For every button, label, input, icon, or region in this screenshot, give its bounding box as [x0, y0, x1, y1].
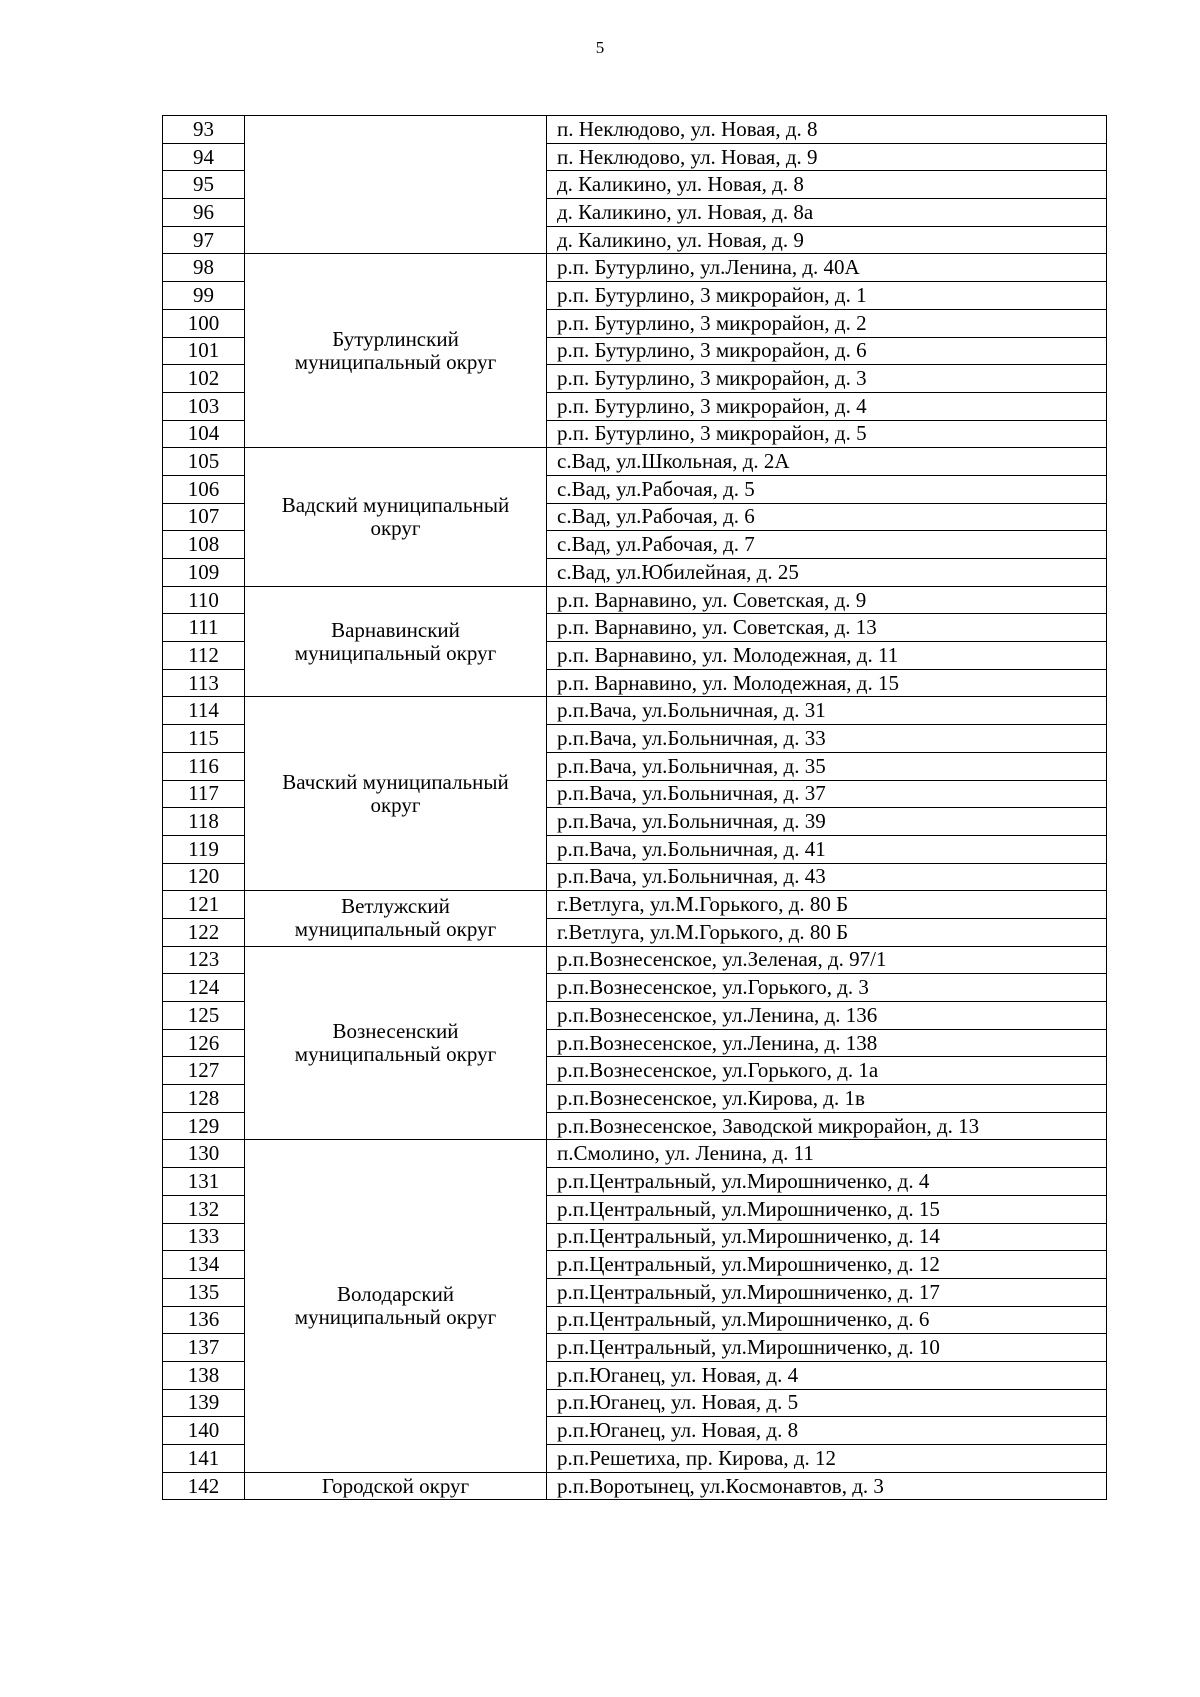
address-cell: р.п.Центральный, ул.Мирошниченко, д. 6 [547, 1306, 1107, 1334]
row-number: 109 [163, 559, 245, 587]
district-name-line: округ [370, 792, 421, 817]
address-cell: г.Ветлуга, ул.М.Горького, д. 80 Б [547, 891, 1107, 919]
row-number: 118 [163, 808, 245, 836]
row-number: 107 [163, 503, 245, 531]
row-number: 141 [163, 1445, 245, 1473]
district-name-line: Вознесенский [332, 1019, 459, 1044]
address-cell: с.Вад, ул.Школьная, д. 2А [547, 448, 1107, 476]
district-name-line: Городской округ [321, 1473, 470, 1498]
row-number: 137 [163, 1334, 245, 1362]
address-cell: д. Каликино, ул. Новая, д. 8 [547, 171, 1107, 199]
row-number: 122 [163, 918, 245, 946]
address-cell: р.п.Центральный, ул.Мирошниченко, д. 4 [547, 1168, 1107, 1196]
address-cell: р.п.Вознесенское, ул.Горького, д. 1а [547, 1057, 1107, 1085]
row-number: 114 [163, 697, 245, 725]
row-number: 139 [163, 1389, 245, 1417]
address-cell: г.Ветлуга, ул.М.Горького, д. 80 Б [547, 918, 1107, 946]
row-number: 120 [163, 863, 245, 891]
address-cell: р.п. Бутурлино, 3 микрорайон, д. 2 [547, 309, 1107, 337]
table-row [163, 697, 1107, 725]
row-number: 110 [163, 586, 245, 614]
address-cell: р.п.Вознесенское, ул.Зеленая, д. 97/1 [547, 946, 1107, 974]
row-number: 142 [163, 1472, 245, 1500]
district-cell [245, 1140, 547, 1472]
row-number: 124 [163, 974, 245, 1002]
row-number: 132 [163, 1195, 245, 1223]
address-cell: р.п. Бутурлино, ул.Ленина, д. 40А [547, 254, 1107, 282]
row-number: 117 [163, 780, 245, 808]
address-cell: р.п. Бутурлино, 3 микрорайон, д. 5 [547, 420, 1107, 448]
address-cell: р.п.Центральный, ул.Мирошниченко, д. 15 [547, 1195, 1107, 1223]
address-cell: п. Неклюдово, ул. Новая, д. 9 [547, 143, 1107, 171]
district-cell [245, 1472, 547, 1500]
address-cell: р.п.Вознесенское, ул.Горького, д. 3 [547, 974, 1107, 1002]
address-cell: р.п.Вознесенское, ул.Ленина, д. 138 [547, 1029, 1107, 1057]
row-number: 115 [163, 725, 245, 753]
page-number: 5 [595, 38, 605, 57]
table-row [163, 448, 1107, 476]
table-row [163, 891, 1107, 919]
row-number: 126 [163, 1029, 245, 1057]
row-number: 94 [163, 143, 245, 171]
row-number: 112 [163, 642, 245, 670]
district-name-line: Варнавинский [331, 617, 460, 642]
address-cell: р.п.Вача, ул.Больничная, д. 35 [547, 752, 1107, 780]
row-number: 116 [163, 752, 245, 780]
district-cell [245, 586, 547, 697]
district-name-line: муниципальный округ [294, 917, 497, 942]
address-cell: с.Вад, ул.Рабочая, д. 5 [547, 475, 1107, 503]
address-cell: р.п.Юганец, ул. Новая, д. 8 [547, 1417, 1107, 1445]
address-cell: д. Каликино, ул. Новая, д. 9 [547, 226, 1107, 254]
table-row [163, 1140, 1107, 1168]
address-cell: с.Вад, ул.Рабочая, д. 6 [547, 503, 1107, 531]
district-cell [245, 891, 547, 946]
address-table-body [163, 116, 1107, 1500]
address-cell: р.п. Бутурлино, 3 микрорайон, д. 4 [547, 392, 1107, 420]
district-cell [245, 946, 547, 1140]
row-number: 134 [163, 1251, 245, 1279]
row-number: 131 [163, 1168, 245, 1196]
row-number: 104 [163, 420, 245, 448]
row-number: 119 [163, 835, 245, 863]
address-cell: р.п. Бутурлино, 3 микрорайон, д. 1 [547, 282, 1107, 310]
address-cell: р.п.Вача, ул.Больничная, д. 39 [547, 808, 1107, 836]
address-table [162, 115, 1107, 1500]
district-name-line: муниципальный округ [294, 349, 497, 374]
address-cell: р.п.Вача, ул.Больничная, д. 41 [547, 835, 1107, 863]
address-cell: р.п.Вача, ул.Больничная, д. 31 [547, 697, 1107, 725]
district-cell [245, 116, 547, 254]
row-number: 99 [163, 282, 245, 310]
row-number: 138 [163, 1361, 245, 1389]
row-number: 103 [163, 392, 245, 420]
row-number: 101 [163, 337, 245, 365]
row-number: 100 [163, 309, 245, 337]
district-name-line: Вачский муниципальный [282, 769, 509, 794]
table-row [163, 1472, 1107, 1500]
district-cell [245, 697, 547, 891]
address-cell: р.п.Центральный, ул.Мирошниченко, д. 17 [547, 1278, 1107, 1306]
address-cell: р.п. Варнавино, ул. Молодежная, д. 15 [547, 669, 1107, 697]
row-number: 128 [163, 1085, 245, 1113]
address-cell: с.Вад, ул.Юбилейная, д. 25 [547, 559, 1107, 587]
row-number: 113 [163, 669, 245, 697]
address-cell: р.п.Центральный, ул.Мирошниченко, д. 12 [547, 1251, 1107, 1279]
address-cell: р.п. Варнавино, ул. Советская, д. 9 [547, 586, 1107, 614]
district-name-line: Вадский муниципальный [281, 492, 510, 517]
address-cell: п. Неклюдово, ул. Новая, д. 8 [547, 116, 1107, 144]
address-cell: р.п.Центральный, ул.Мирошниченко, д. 10 [547, 1334, 1107, 1362]
table-row [163, 586, 1107, 614]
address-cell: с.Вад, ул.Рабочая, д. 7 [547, 531, 1107, 559]
table-row [163, 254, 1107, 282]
row-number: 135 [163, 1278, 245, 1306]
address-cell: р.п.Воротынец, ул.Космонавтов, д. 3 [547, 1472, 1107, 1500]
row-number: 96 [163, 199, 245, 227]
address-cell: р.п.Вача, ул.Больничная, д. 37 [547, 780, 1107, 808]
row-number: 105 [163, 448, 245, 476]
district-name-line: округ [370, 515, 421, 540]
row-number: 136 [163, 1306, 245, 1334]
row-number: 121 [163, 891, 245, 919]
table-row [163, 116, 1107, 144]
address-cell: р.п.Центральный, ул.Мирошниченко, д. 14 [547, 1223, 1107, 1251]
row-number: 130 [163, 1140, 245, 1168]
address-cell: р.п.Вача, ул.Больничная, д. 33 [547, 725, 1107, 753]
row-number: 125 [163, 1002, 245, 1030]
district-cell [245, 448, 547, 586]
row-number: 129 [163, 1112, 245, 1140]
row-number: 93 [163, 116, 245, 144]
district-cell [245, 254, 547, 448]
district-name-line: муниципальный округ [294, 1305, 497, 1330]
address-cell: р.п. Бутурлино, 3 микрорайон, д. 6 [547, 337, 1107, 365]
address-cell: п.Смолино, ул. Ленина, д. 11 [547, 1140, 1107, 1168]
address-cell: р.п.Вача, ул.Больничная, д. 43 [547, 863, 1107, 891]
row-number: 95 [163, 171, 245, 199]
row-number: 98 [163, 254, 245, 282]
row-number: 97 [163, 226, 245, 254]
address-cell: р.п.Юганец, ул. Новая, д. 5 [547, 1389, 1107, 1417]
address-cell: р.п. Бутурлино, 3 микрорайон, д. 3 [547, 365, 1107, 393]
address-cell: р.п.Вознесенское, ул.Ленина, д. 136 [547, 1002, 1107, 1030]
address-cell: р.п. Варнавино, ул. Советская, д. 13 [547, 614, 1107, 642]
address-cell: р.п.Вознесенское, Заводской микрорайон, д. 13 [547, 1112, 1107, 1140]
row-number: 133 [163, 1223, 245, 1251]
table-row [163, 946, 1107, 974]
row-number: 140 [163, 1417, 245, 1445]
row-number: 106 [163, 475, 245, 503]
district-name-line: Володарский [336, 1282, 455, 1307]
row-number: 127 [163, 1057, 245, 1085]
district-name-line: муниципальный округ [294, 1042, 497, 1067]
row-number: 108 [163, 531, 245, 559]
row-number: 102 [163, 365, 245, 393]
address-cell: р.п.Вознесенское, ул.Кирова, д. 1в [547, 1085, 1107, 1113]
row-number: 123 [163, 946, 245, 974]
address-cell: д. Каликино, ул. Новая, д. 8а [547, 199, 1107, 227]
district-name-line: муниципальный округ [294, 640, 497, 665]
address-cell: р.п. Варнавино, ул. Молодежная, д. 11 [547, 642, 1107, 670]
row-number: 111 [163, 614, 245, 642]
district-name-line: Ветлужский [341, 894, 450, 919]
address-cell: р.п.Решетиха, пр. Кирова, д. 12 [547, 1445, 1107, 1473]
district-name-line: Бутурлинский [332, 326, 459, 351]
address-cell: р.п.Юганец, ул. Новая, д. 4 [547, 1361, 1107, 1389]
